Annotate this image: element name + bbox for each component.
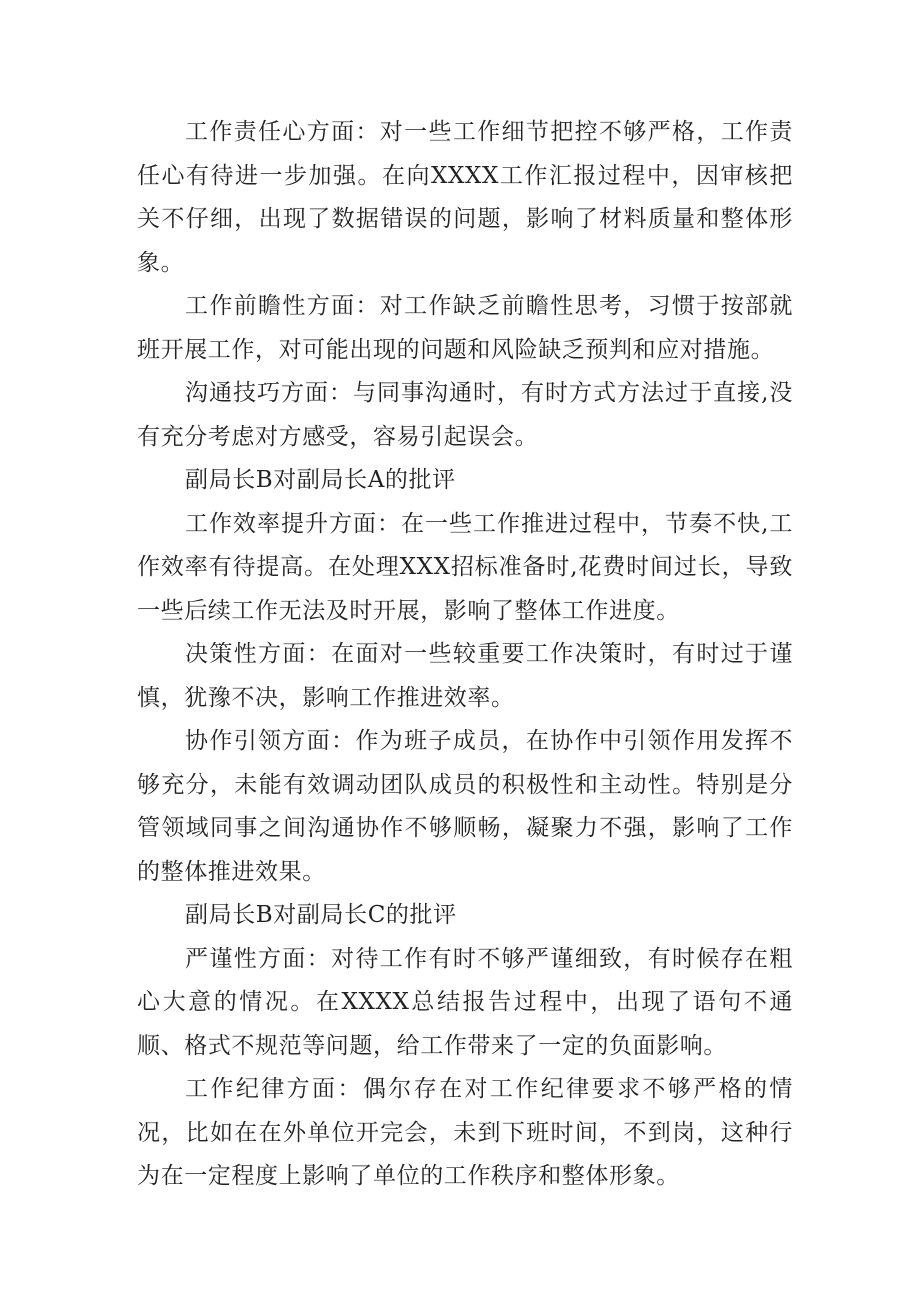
paragraph-foresight: 工作前瞻性方面：对工作缺乏前瞻性思考，习惯于按部就班开展工作，对可能出现的问题和风险缺乏预判和应对措施。 <box>137 293 793 363</box>
paragraph-efficiency: 工作效率提升方面：在一些工作推进过程中，节奏不快,工作效率有待提高。在处理XXX招标准备时,花费时间过长，导致一些后续工作无法及时开展，影响了整体工作进度。 <box>137 510 793 624</box>
section-heading-b-to-c: 副局长B对副局长C的批评 <box>185 902 457 928</box>
paragraph-collaboration: 协作引领方面：作为班子成员，在协作中引领作用发挥不够充分，未能有效调动团队成员的积极性和主动性。特别是分管领域同事之间沟通协作不够顺畅，凝聚力不强，影响了工作的整体推进效果。 <box>137 728 793 885</box>
paragraph-discipline: 工作纪律方面：偶尔存在对工作纪律要求不够严格的情况，比如在在外单位开完会，未到下班时间，不到岗，这种行为在一定程度上影响了单位的工作秩序和整体形象。 <box>137 1076 793 1189</box>
paragraph-decision: 决策性方面：在面对一些较重要工作决策时，有时过于谨慎，犹豫不决，影响工作推进效率。 <box>137 641 793 711</box>
section-heading-b-to-a: 副局长B对副局长A的批评 <box>185 467 456 493</box>
document-body <box>137 111 793 1199</box>
paragraph-rigor: 严谨性方面：对待工作有时不够严谨细致，有时候存在粗心大意的情况。在XXXX总结报告过程中，出现了语句不通顺、格式不规范等问题，给工作带来了一定的负面影响。 <box>137 945 793 1059</box>
paragraph-communication: 沟通技巧方面：与同事沟通时，有时方式方法过于直接,没有充分考虑对方感受，容易引起误会。 <box>137 380 793 450</box>
paragraph-responsibility: 工作责任心方面：对一些工作细节把控不够严格，工作责任心有待进一步加强。在向XXXX工作汇报过程中，因审核把关不仔细，出现了数据错误的问题，影响了材料质量和整体形象。 <box>137 119 793 276</box>
